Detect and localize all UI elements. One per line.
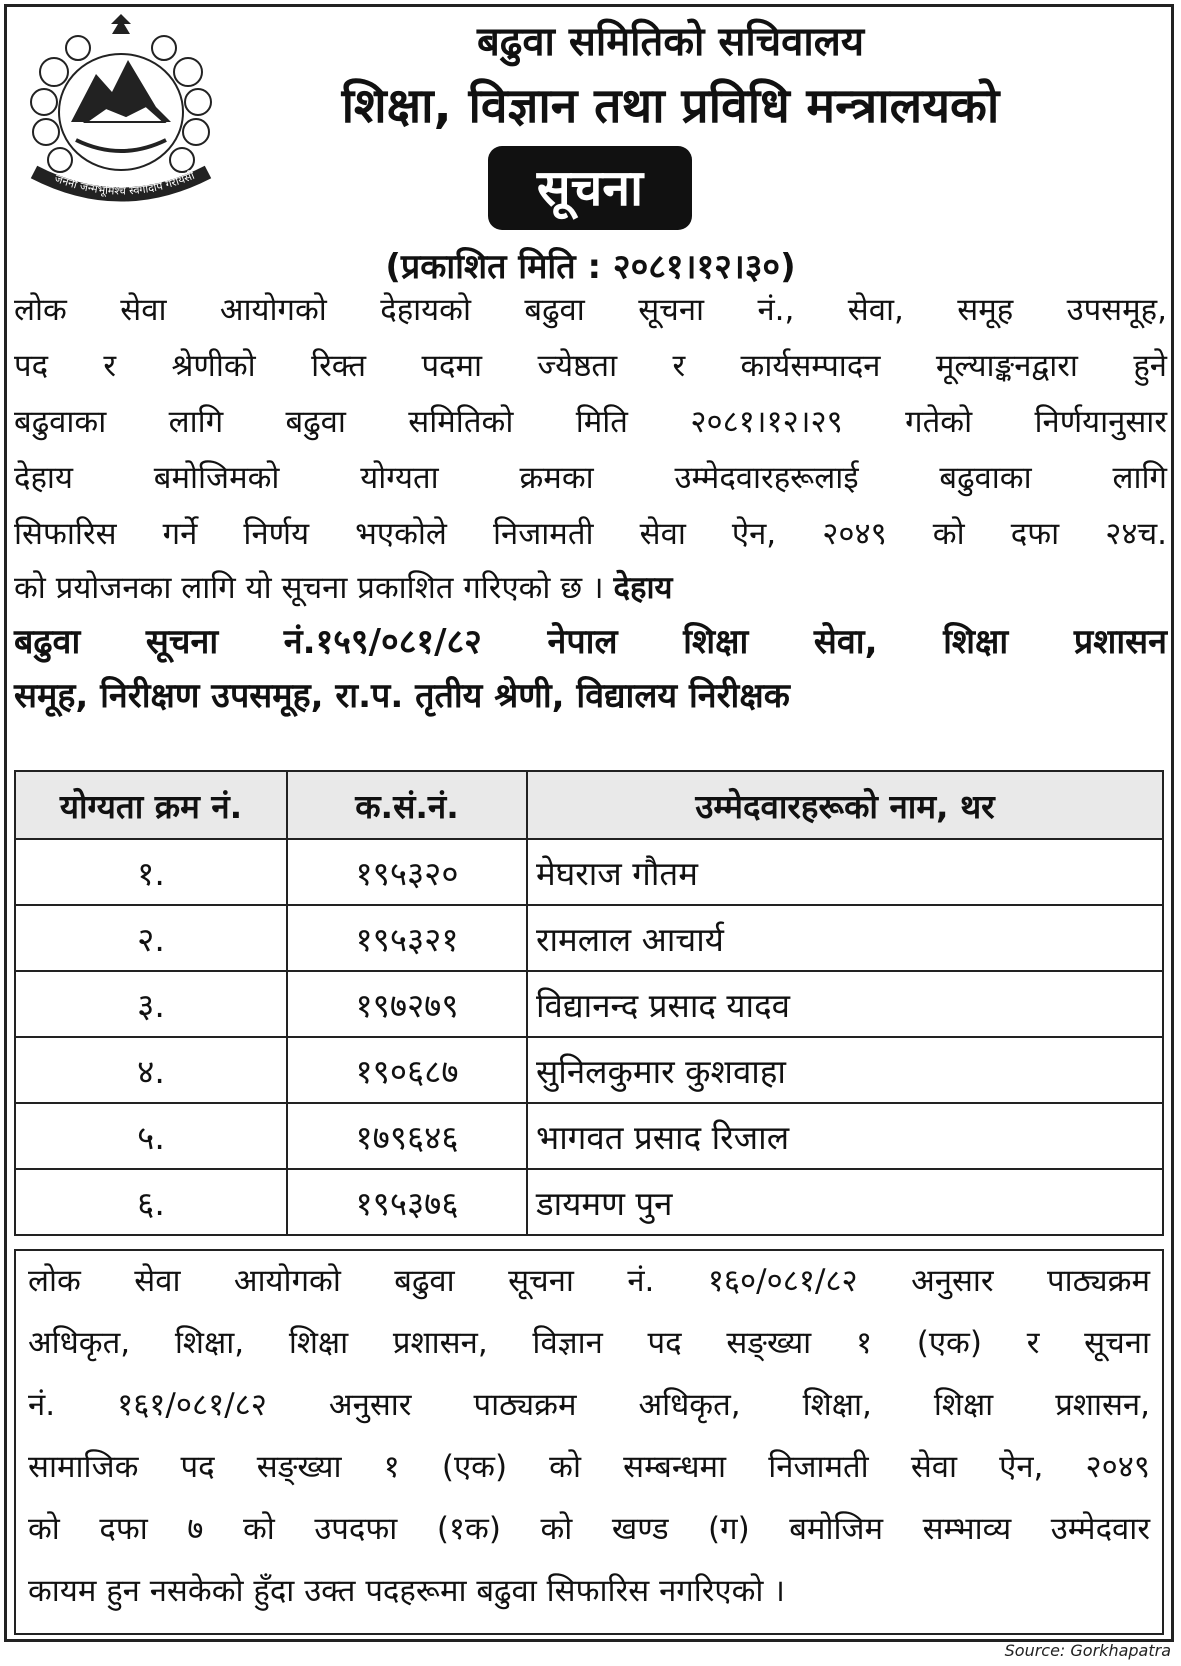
candidate-name: मेघराज गौतम (527, 839, 1163, 905)
note-line-2: अधिकृत, शिक्षा, शिक्षा प्रशासन, विज्ञान पद सङ्ख्या १ (एक) र सूचना (28, 1325, 1150, 1361)
roll-number: १७९६४६ (287, 1103, 527, 1169)
merit-order: ४. (15, 1037, 287, 1103)
note-line-6: कायम हुन नसकेको हुँदा उक्त पदहरूमा बढुवा सिफारिस नगरिएको । (28, 1573, 786, 1609)
table-row (15, 971, 1163, 1037)
roll-number: १९५३२१ (287, 905, 527, 971)
merit-order: १. (15, 839, 287, 905)
office-name: बढुवा समितिको सचिवालय (476, 19, 865, 65)
roll-number: १९५३७६ (287, 1169, 527, 1235)
candidates-table (14, 770, 1164, 1236)
header-roll-number: क.सं.नं. (287, 771, 527, 839)
promotion-notice-line-2: समूह, निरीक्षण उपसमूह, रा.प. तृतीय श्रेणी, विद्यालय निरीक्षक (14, 676, 790, 716)
nepal-government-emblem-icon (16, 12, 226, 212)
body-line-3: बढुवाका लागि बढुवा समितिको मिति २०८१।१२।२९ गतेको निर्णयानुसार (14, 404, 1167, 440)
body-line-5: सिफारिस गर्ने निर्णय भएकोले निजामती सेवा ऐन, २०४९ को दफा २४च. (14, 516, 1167, 552)
body-line-4: देहाय बमोजिमको योग्यता क्रमका उम्मेदवारहरूलाई बढुवाका लागि (14, 460, 1167, 496)
table-header-row (15, 771, 1163, 839)
note-line-1: लोक सेवा आयोगको बढुवा सूचना नं. १६०/०८१/८२ अनुसार पाठ्यक्रम (28, 1263, 1150, 1299)
body-last-line-bold: देहाय (613, 570, 673, 606)
body-line-1: लोक सेवा आयोगको देहायको बढुवा सूचना नं., सेवा, समूह उपसमूह, (14, 292, 1167, 328)
header-candidate-name: उम्मेदवारहरूको नाम, थर (527, 771, 1163, 839)
notice-badge: सूचना (488, 146, 692, 230)
candidate-name: डायमण पुन (527, 1169, 1163, 1235)
candidate-name: रामलाल आचार्य (527, 905, 1163, 971)
table-row (15, 1103, 1163, 1169)
merit-order: २. (15, 905, 287, 971)
promotion-notice-line-1: बढुवा सूचना नं.१५९/०८१/८२ नेपाल शिक्षा सेवा, शिक्षा प्रशासन (14, 622, 1167, 662)
source-credit: Source: Gorkhapatra (1004, 1641, 1171, 1660)
merit-order: ६. (15, 1169, 287, 1235)
roll-number: १९७२७९ (287, 971, 527, 1037)
table-row (15, 1037, 1163, 1103)
roll-number: १९५३२० (287, 839, 527, 905)
header-merit-order: योग्यता क्रम नं. (15, 771, 287, 839)
body-line-2: पद र श्रेणीको रिक्त पदमा ज्येष्ठता र कार्यसम्पादन मूल्याङ्कनद्वारा हुने (14, 348, 1167, 384)
candidate-name: सुनिलकुमार कुशवाहा (527, 1037, 1163, 1103)
body-last-line: को प्रयोजनका लागि यो सूचना प्रकाशित गरिएको छ । (14, 570, 604, 606)
note-box (14, 1249, 1164, 1635)
emblem-motto: जननी जन्मभूमिश्च स्वर्गादपि गरीयसी (52, 168, 197, 198)
table-row (15, 839, 1163, 905)
table-row (15, 1169, 1163, 1235)
note-line-3: नं. १६१/०८१/८२ अनुसार पाठ्यक्रम अधिकृत, शिक्षा, शिक्षा प्रशासन, (28, 1387, 1150, 1423)
merit-order: ५. (15, 1103, 287, 1169)
note-line-5: को दफा ७ को उपदफा (१क) को खण्ड (ग) बमोजिम सम्भाव्य उम्मेदवार (28, 1511, 1150, 1547)
candidate-name: विद्यानन्द प्रसाद यादव (527, 971, 1163, 1037)
candidate-name: भागवत प्रसाद रिजाल (527, 1103, 1163, 1169)
note-line-4: सामाजिक पद सङ्ख्या १ (एक) को सम्बन्धमा निजामती सेवा ऐन, २०४९ (28, 1449, 1150, 1485)
ministry-name: शिक्षा, विज्ञान तथा प्रविधि मन्त्रालयको (341, 78, 1000, 134)
roll-number: १९०६८७ (287, 1037, 527, 1103)
table-row (15, 905, 1163, 971)
published-date: (प्रकाशित मिति : २०८१।१२।३०) (385, 247, 796, 287)
body-line-6 (14, 568, 1167, 608)
merit-order: ३. (15, 971, 287, 1037)
